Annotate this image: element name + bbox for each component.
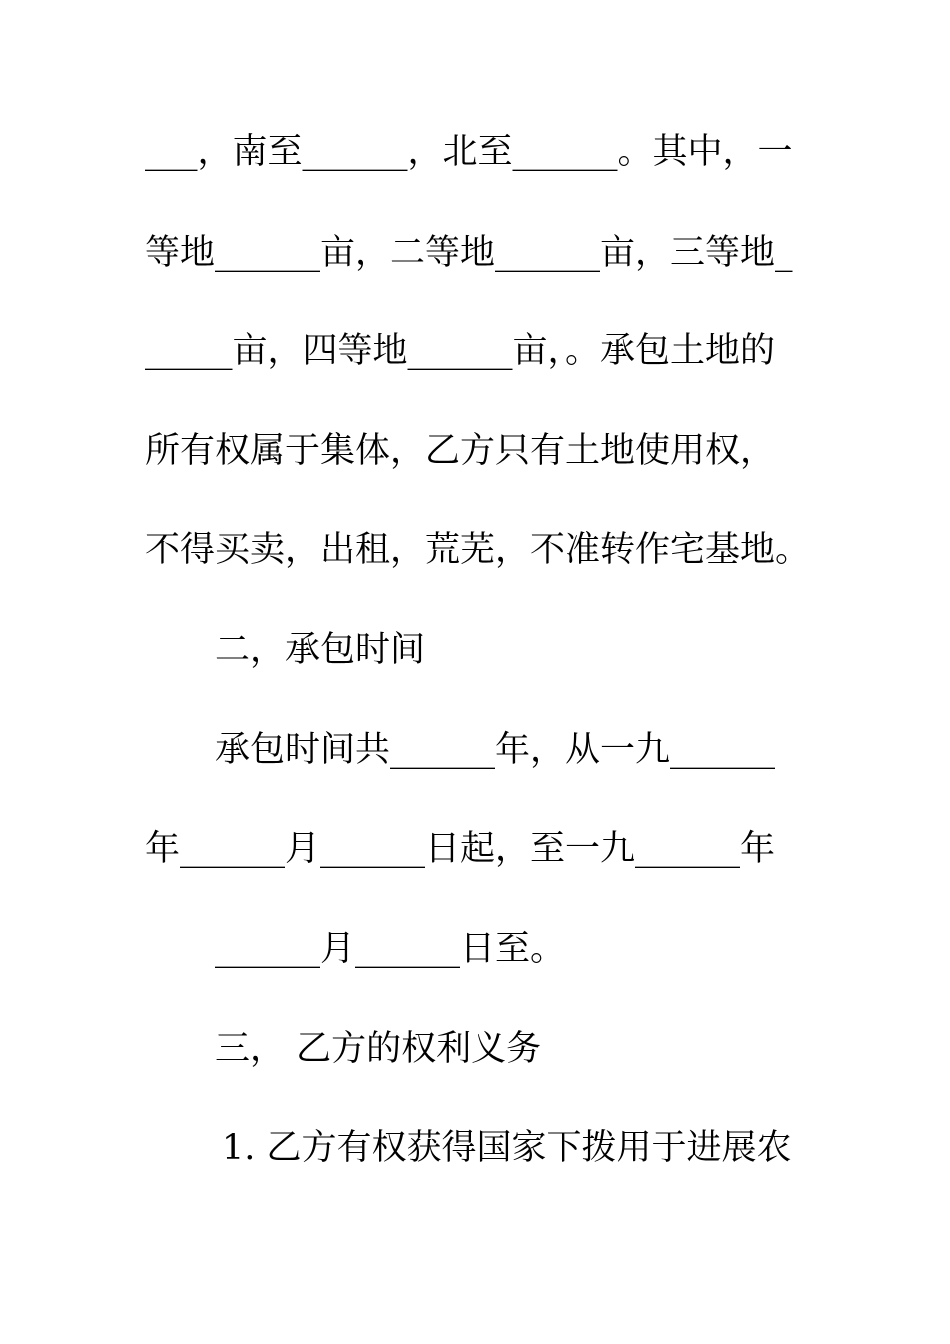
text-line-land-grades: 等地______亩，二等地______亩，三等地_ [145, 233, 793, 273]
text-line-restrictions: 不得买卖，出租，荒芜，不准转作宅基地。 [145, 530, 811, 570]
section-heading-term: 二，承包时间 [215, 630, 426, 670]
text-line-land-grades-cont: _____亩，四等地______亩，。承包土地的 [145, 331, 776, 371]
text-line-boundaries: ___，南至______，北至______。其中，一 [145, 132, 793, 172]
text-line-ownership: 所有权属于集体，乙方只有土地使用权， [145, 431, 776, 471]
text-line-clause-1: 1. 乙方有权获得国家下拨用于进展农 [222, 1128, 792, 1168]
text-line-term-end: ______月______日至。 [215, 929, 566, 969]
text-line-term-dates: 年______月______日起，至一九______年 [145, 829, 776, 869]
section-heading-rights: 三， 乙方的权利义务 [215, 1029, 542, 1069]
text-line-term-years: 承包时间共______年，从一九______ [215, 730, 776, 770]
